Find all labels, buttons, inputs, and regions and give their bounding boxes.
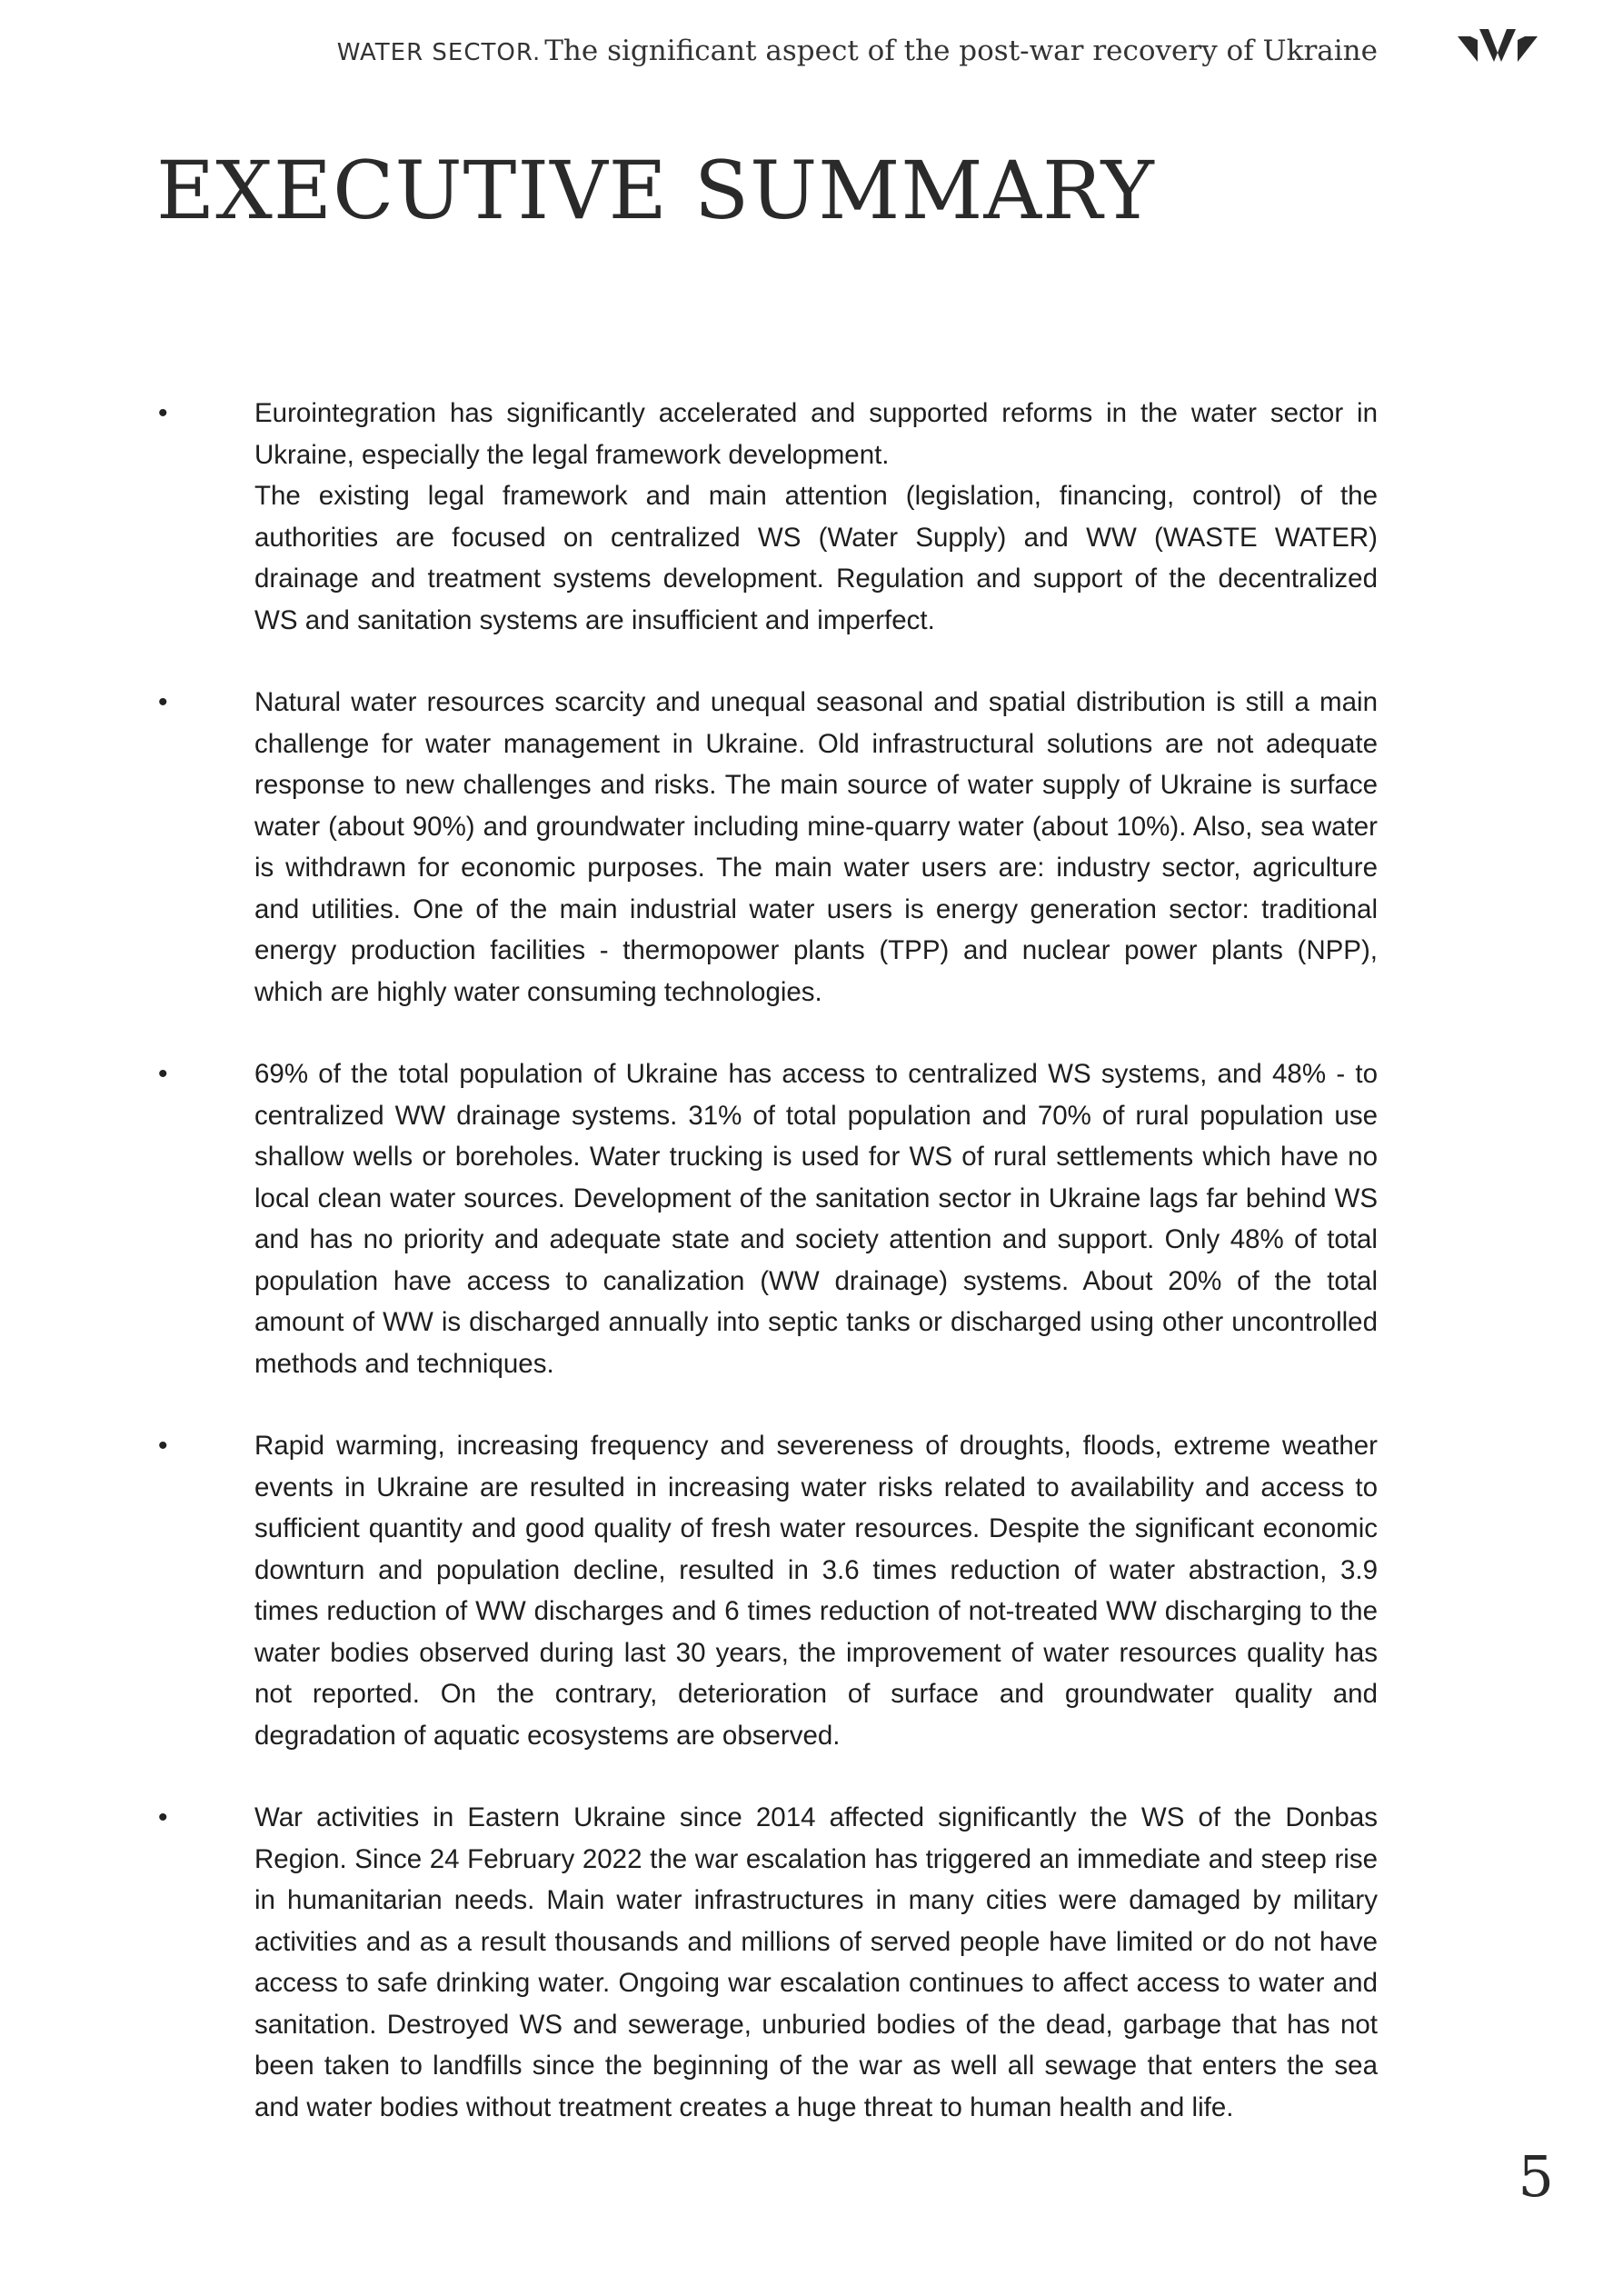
page-title: EXECUTIVE SUMMARY: [156, 144, 1155, 237]
summary-paragraph: 69% of the total population of Ukraine has access to centralized WS systems, and 48% - to centralized WW drainage systems. 31% of total population and 70% of rural population use shallow wells or boreholes. Water trucking is used for WS of rural settlements which have no local clean water sources. Development of the sanitation sector in Ukraine lags far behind WS and has no priority and adequate state and society attention and support. Only 48% of total population have access to canalization (WW drainage) systems. About 20% of the total amount of WW is discharged annually into septic tanks or discharged using other uncontrolled methods and techniques.: [254, 1059, 1378, 1379]
summary-item-population-access: [156, 1053, 1378, 1384]
summary-item-eurointegration: [156, 393, 1378, 641]
bullet-marker: •: [158, 1802, 168, 1832]
summary-paragraph: Rapid warming, increasing frequency and severeness of droughts, floods, extreme weather events in Ukraine are resulted in increasing water risks related to availability and access to sufficient quantity and good quality of fresh water resources. Despite the significant economic downturn and population decline, resulted in 3.6 times reduction of water abstraction, 3.9 times reduction of WW discharges and 6 times reduction of not-treated WW discharging to the water bodies observed during last 30 years, the improvement of water resources quality has not reported. On the contrary, deterioration of surface and groundwater quality and degradation of aquatic ecosystems are observed.: [254, 1431, 1378, 1751]
header-sector: WATER SECTOR.: [336, 39, 542, 66]
stylized-w-logo-icon: [1458, 25, 1538, 65]
summary-list: [156, 393, 1378, 2169]
summary-paragraph: Eurointegration has significantly accelerated and supported reforms in the water sector in Ukraine, especially the legal framework development.: [254, 398, 1378, 470]
bullet-marker: •: [158, 687, 168, 717]
summary-paragraph: The existing legal framework and main attention (legislation, financing, control) of the authorities are focused on centralized WS (Water Supply) and WW (WASTE WATER) drainage and treatment systems development. Regulation and support of the decentralized WS and sanitation systems are insufficient and imperfect.: [254, 481, 1378, 635]
bullet-marker: •: [158, 1059, 168, 1089]
bullet-marker: •: [158, 1431, 168, 1461]
summary-paragraph: War activities in Eastern Ukraine since 2014 affected significantly the WS of the Donbas Region. Since 24 February 2022 the war escalation has triggered an immediate and steep rise in humanitarian needs. Main water infrastructures in many cities were damaged by military activities and as a result thousands and millions of served people have limited or do not have access to safe drinking water. Ongoing war escalation continues to affect access to water and sanitation. Destroyed WS and sewerage, unburied bodies of the dead, garbage that has not been taken to landfills since the beginning of the war as well all sewage that enters the sea and water bodies without treatment creates a huge threat to human health and life.: [254, 1802, 1378, 2122]
summary-paragraph: Natural water resources scarcity and unequal seasonal and spatial distribution is still a main challenge for water management in Ukraine. Old infrastructural solutions are not adequate response to new challenges and risks. The main source of water supply of Ukraine is surface water (about 90%) and groundwater including mine-quarry water (about 10%). Also, sea water is withdrawn for economic purposes. The main water users are: industry sector, agriculture and utilities. One of the main industrial water users is energy generation sector: traditional energy production facilities - thermopower plants (TPP) and nuclear power plants (NPP), which are highly water consuming technologies.: [254, 687, 1378, 1007]
summary-item-water-resources: [156, 682, 1378, 1013]
running-header: [0, 35, 1378, 67]
header-title: The significant aspect of the post-war recovery of Ukraine: [544, 35, 1378, 67]
summary-item-climate-risks: [156, 1425, 1378, 1756]
page-number: 5: [1518, 2143, 1554, 2210]
summary-item-war-impact: [156, 1797, 1378, 2128]
bullet-marker: •: [158, 398, 168, 428]
